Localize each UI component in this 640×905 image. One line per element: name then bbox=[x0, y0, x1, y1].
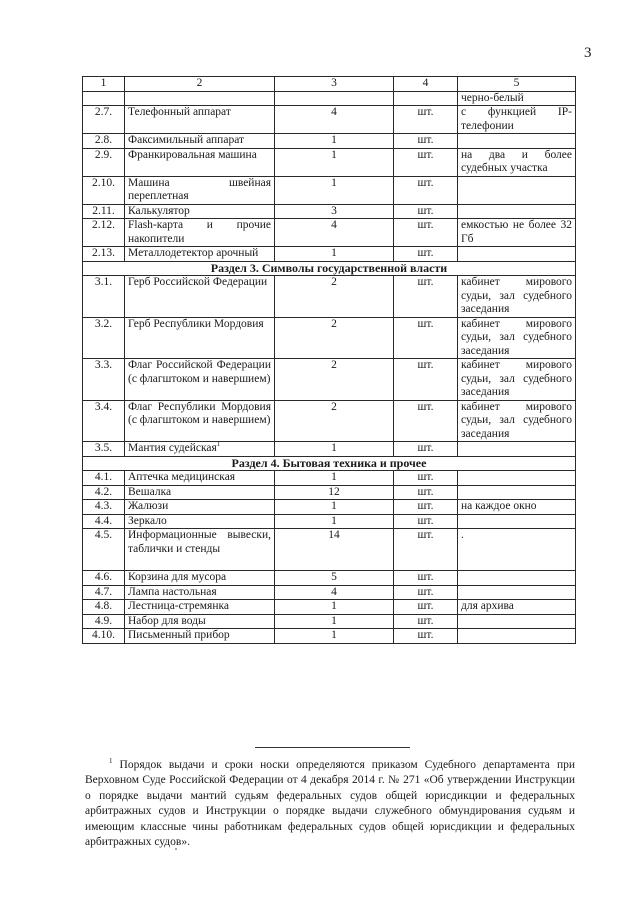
item-quantity: 1 bbox=[275, 442, 394, 457]
item-note bbox=[458, 485, 576, 500]
page-number: 3 bbox=[584, 45, 592, 61]
row-number: 4.1. bbox=[83, 471, 125, 486]
item-name: Flash-карта и прочие накопители bbox=[125, 219, 275, 247]
item-name: Набор для воды bbox=[125, 614, 275, 629]
table-row bbox=[83, 276, 576, 318]
table-row bbox=[83, 106, 576, 134]
item-quantity: 1 bbox=[275, 614, 394, 629]
item-unit: шт. bbox=[394, 247, 458, 262]
table-row bbox=[83, 585, 576, 600]
item-quantity: 1 bbox=[275, 247, 394, 262]
item-quantity bbox=[275, 91, 394, 106]
item-note: кабинет мирового судьи, зал судебного заседания bbox=[458, 276, 576, 318]
row-number: 2.10. bbox=[83, 176, 125, 204]
item-quantity: 4 bbox=[275, 106, 394, 134]
header-cell-2: 2 bbox=[125, 77, 275, 92]
item-unit: шт. bbox=[394, 317, 458, 359]
item-name: Факсимильный аппарат bbox=[125, 134, 275, 149]
item-name bbox=[125, 91, 275, 106]
table-row bbox=[83, 500, 576, 515]
table-row bbox=[83, 571, 576, 586]
item-unit bbox=[394, 91, 458, 106]
header-cell-4: 4 bbox=[394, 77, 458, 92]
table-row bbox=[83, 91, 576, 106]
row-number bbox=[83, 91, 125, 106]
item-quantity: 1 bbox=[275, 134, 394, 149]
item-name: Информационные вывески, таблички и стенды bbox=[125, 529, 275, 571]
item-note: на два и более судебных участка bbox=[458, 148, 576, 176]
item-quantity: 3 bbox=[275, 204, 394, 219]
row-number: 2.11. bbox=[83, 204, 125, 219]
item-unit: шт. bbox=[394, 176, 458, 204]
item-note bbox=[458, 442, 576, 457]
item-unit: шт. bbox=[394, 471, 458, 486]
item-note bbox=[458, 204, 576, 219]
item-note bbox=[458, 134, 576, 149]
item-unit: шт. bbox=[394, 442, 458, 457]
item-note: . bbox=[458, 529, 576, 571]
row-number: 4.9. bbox=[83, 614, 125, 629]
section-3-heading bbox=[83, 261, 576, 276]
item-unit: шт. bbox=[394, 134, 458, 149]
table-row bbox=[83, 359, 576, 401]
item-note bbox=[458, 629, 576, 644]
item-note bbox=[458, 471, 576, 486]
row-number: 3.4. bbox=[83, 400, 125, 442]
footnote-text: Порядок выдачи и сроки носки определяются приказом Судебного департамента при Верховном Суде Российской Федерации от 4 декабря 2014 г. № 271 «Об утверждении Инструкции о порядке выдачи мантий судьям федеральных судов общей юрисдикции и федеральных арбитражных судов и Инструкции о порядке выдачи служебного обмундирования судьям и имеющим классные чины работникам федеральных судов общей юрисдикции и федеральных арбитражных судов». bbox=[85, 758, 576, 849]
row-number: 2.13. bbox=[83, 247, 125, 262]
item-note bbox=[458, 585, 576, 600]
row-number: 2.9. bbox=[83, 148, 125, 176]
row-number: 2.8. bbox=[83, 134, 125, 149]
item-unit: шт. bbox=[394, 359, 458, 401]
table-row bbox=[83, 485, 576, 500]
table-row bbox=[83, 529, 576, 571]
table-row bbox=[83, 176, 576, 204]
item-quantity: 2 bbox=[275, 359, 394, 401]
item-name: Франкировальная машина bbox=[125, 148, 275, 176]
table-row bbox=[83, 442, 576, 457]
item-quantity: 14 bbox=[275, 529, 394, 571]
row-number: 4.5. bbox=[83, 529, 125, 571]
item-unit: шт. bbox=[394, 204, 458, 219]
footnote-separator bbox=[255, 747, 410, 748]
header-cell-3: 3 bbox=[275, 77, 394, 92]
item-unit: шт. bbox=[394, 400, 458, 442]
item-note bbox=[458, 247, 576, 262]
item-name: Флаг Российской Федерации (с флагштоком и навершием) bbox=[125, 359, 275, 401]
item-name: Лампа настольная bbox=[125, 585, 275, 600]
item-name: Вешалка bbox=[125, 485, 275, 500]
item-name: Флаг Республики Мордовия (с флагштоком и навершием) bbox=[125, 400, 275, 442]
item-quantity: 1 bbox=[275, 176, 394, 204]
table-row bbox=[83, 134, 576, 149]
item-name: Аптечка медицинская bbox=[125, 471, 275, 486]
item-unit: шт. bbox=[394, 614, 458, 629]
item-name: Телефонный аппарат bbox=[125, 106, 275, 134]
item-note: емкостью не более 32 Гб bbox=[458, 219, 576, 247]
table-row bbox=[83, 317, 576, 359]
item-unit: шт. bbox=[394, 514, 458, 529]
section-4-heading bbox=[83, 456, 576, 471]
item-note: кабинет мирового судьи, зал судебного заседания bbox=[458, 400, 576, 442]
equipment-table bbox=[82, 76, 576, 644]
item-name: Герб Республики Мордовия bbox=[125, 317, 275, 359]
table-row bbox=[83, 204, 576, 219]
item-quantity: 1 bbox=[275, 629, 394, 644]
item-note bbox=[458, 571, 576, 586]
table-row bbox=[83, 614, 576, 629]
item-quantity: 1 bbox=[275, 500, 394, 515]
table-row bbox=[83, 514, 576, 529]
item-unit: шт. bbox=[394, 529, 458, 571]
item-note: кабинет мирового судьи, зал судебного заседания bbox=[458, 359, 576, 401]
item-quantity: 4 bbox=[275, 219, 394, 247]
row-number: 3.2. bbox=[83, 317, 125, 359]
item-quantity: 2 bbox=[275, 276, 394, 318]
table-row bbox=[83, 219, 576, 247]
row-number: 4.3. bbox=[83, 500, 125, 515]
item-quantity: 12 bbox=[275, 485, 394, 500]
row-number: 4.10. bbox=[83, 629, 125, 644]
row-number: 4.4. bbox=[83, 514, 125, 529]
footnote-mark: 1 bbox=[109, 757, 113, 765]
footnote-reference: 1 bbox=[216, 440, 221, 449]
item-note bbox=[458, 614, 576, 629]
header-cell-5: 5 bbox=[458, 77, 576, 92]
item-name: Корзина для мусора bbox=[125, 571, 275, 586]
item-quantity: 2 bbox=[275, 400, 394, 442]
item-unit: шт. bbox=[394, 219, 458, 247]
item-name-text: Мантия судейская bbox=[128, 442, 217, 454]
table-row bbox=[83, 247, 576, 262]
item-name: Калькулятор bbox=[125, 204, 275, 219]
item-note bbox=[458, 176, 576, 204]
item-unit: шт. bbox=[394, 571, 458, 586]
item-quantity: 1 bbox=[275, 471, 394, 486]
table-row bbox=[83, 629, 576, 644]
row-number: 4.2. bbox=[83, 485, 125, 500]
item-name: Лестница-стремянка bbox=[125, 600, 275, 615]
table-header-row bbox=[83, 77, 576, 92]
item-note: для архива bbox=[458, 600, 576, 615]
item-quantity: 1 bbox=[275, 514, 394, 529]
item-unit: шт. bbox=[394, 585, 458, 600]
row-number: 2.12. bbox=[83, 219, 125, 247]
row-number: 3.1. bbox=[83, 276, 125, 318]
item-quantity: 1 bbox=[275, 148, 394, 176]
section-3-heading-title: Раздел 3. Символы государственной власти bbox=[83, 261, 576, 276]
scan-speck bbox=[175, 848, 177, 850]
item-name bbox=[125, 442, 275, 457]
item-name: Жалюзи bbox=[125, 500, 275, 515]
section-4-heading-title: Раздел 4. Бытовая техника и прочее bbox=[83, 456, 576, 471]
item-name: Машина швейная переплетная bbox=[125, 176, 275, 204]
row-number: 4.7. bbox=[83, 585, 125, 600]
item-unit: шт. bbox=[394, 600, 458, 615]
item-name: Металлодетектор арочный bbox=[125, 247, 275, 262]
row-number: 4.8. bbox=[83, 600, 125, 615]
header-cell-1: 1 bbox=[83, 77, 125, 92]
item-note: на каждое окно bbox=[458, 500, 576, 515]
item-unit: шт. bbox=[394, 276, 458, 318]
row-number: 3.5. bbox=[83, 442, 125, 457]
item-unit: шт. bbox=[394, 629, 458, 644]
item-unit: шт. bbox=[394, 148, 458, 176]
row-number: 2.7. bbox=[83, 106, 125, 134]
item-quantity: 5 bbox=[275, 571, 394, 586]
item-name: Герб Российской Федерации bbox=[125, 276, 275, 318]
item-note: кабинет мирового судьи, зал судебного заседания bbox=[458, 317, 576, 359]
table-row bbox=[83, 471, 576, 486]
item-unit: шт. bbox=[394, 485, 458, 500]
item-note bbox=[458, 514, 576, 529]
item-note: с функцией IP-телефонии bbox=[458, 106, 576, 134]
item-quantity: 2 bbox=[275, 317, 394, 359]
row-number: 4.6. bbox=[83, 571, 125, 586]
item-quantity: 1 bbox=[275, 600, 394, 615]
table-row bbox=[83, 148, 576, 176]
item-name: Письменный прибор bbox=[125, 629, 275, 644]
row-number: 3.3. bbox=[83, 359, 125, 401]
item-unit: шт. bbox=[394, 106, 458, 134]
footnote bbox=[85, 754, 575, 851]
table-row bbox=[83, 400, 576, 442]
table-row bbox=[83, 600, 576, 615]
item-quantity: 4 bbox=[275, 585, 394, 600]
item-unit: шт. bbox=[394, 500, 458, 515]
item-note: черно-белый bbox=[458, 91, 576, 106]
item-name: Зеркало bbox=[125, 514, 275, 529]
